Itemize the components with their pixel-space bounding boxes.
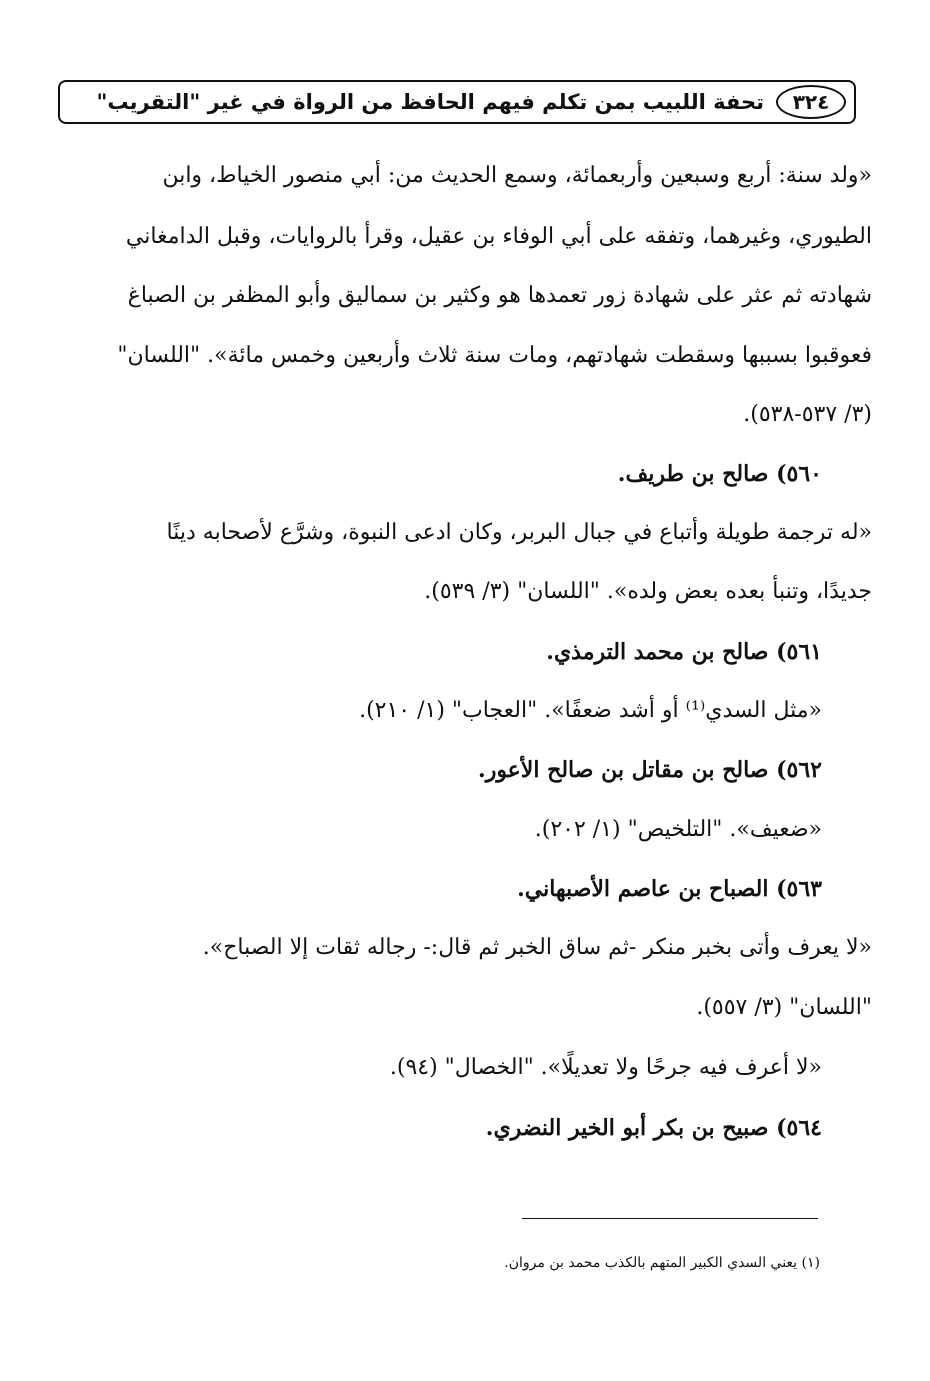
text-line: شهادته ثم عثر على شهادة زور تعمدها هو وكثير بن سماليق وأبو المظفر بن الصباغ	[127, 283, 872, 308]
entry-heading	[60, 1110, 872, 1146]
running-header	[58, 80, 856, 124]
page-number: ٣٢٤	[776, 85, 846, 119]
entry-heading	[60, 634, 872, 670]
entry-heading	[60, 456, 872, 492]
quote-line: «ضعيف». "التلخيص" (١/ ٢٠٢).	[534, 817, 822, 842]
footnote: (١) يعني السدي الكبير المتهم بالكذب محمد بن مروان.	[504, 1255, 820, 1271]
text-line: «لا يعرف وأتى بخبر منكر -ثم ساق الخبر ثم قال:- رجاله ثقات إلا الصباح».	[202, 935, 872, 960]
text-line: جديدًا، وتنبأ بعده بعض ولده». "اللسان" (٣/ ٥٣٩).	[424, 579, 872, 604]
text-line: الطيوري، وغيرهما، وتفقه على أبي الوفاء بن عقيل، وقرأ بالروايات، وقبل الدامغاني	[125, 224, 872, 249]
text-line	[60, 693, 872, 729]
entry-heading-562: ٥٦٢) صالح بن مقاتل بن صالح الأعور.	[478, 757, 822, 783]
entry-heading	[60, 871, 872, 907]
text-line: فعوقبوا بسببها وسقطت شهادتهم، ومات سنة ثلاث وأربعين وخمس مائة». "اللسان"	[117, 343, 872, 368]
entry-heading-563: ٥٦٣) الصباح بن عاصم الأصبهاني.	[517, 876, 822, 902]
text-line: "اللسان" (٣/ ٥٥٧).	[696, 995, 872, 1020]
text-line: «ولد سنة: أربع وسبعين وأربعمائة، وسمع الحديث من: أبي منصور الخياط، وابن	[162, 163, 872, 188]
quote-line: «مثل السدي⁽¹⁾ أو أشد ضعفًا». "العجاب" (١/ ٢١٠).	[359, 698, 822, 723]
footnote-divider	[522, 1218, 818, 1219]
header-title: تحفة اللبيب بمن تكلم فيهم الحافظ من الرواة في غير "التقريب"	[96, 90, 764, 114]
entry-heading	[60, 752, 872, 788]
entry-heading-564: ٥٦٤) صبيح بن بكر أبو الخير النضري.	[485, 1115, 822, 1141]
entry-heading-561: ٥٦١) صالح بن محمد الترمذي.	[546, 639, 822, 665]
text-line: (٣/ ٥٣٧-٥٣٨).	[743, 402, 872, 427]
quote-line: «لا أعرف فيه جرحًا ولا تعديلًا». "الخصال" (٩٤).	[389, 1055, 822, 1080]
entry-heading-560: ٥٦٠) صالح بن طريف.	[617, 461, 822, 487]
text-line	[60, 1050, 872, 1086]
text-line: «له ترجمة طويلة وأتباع في جبال البربر، وكان ادعى النبوة، وشرَّع لأصحابه دينًا	[166, 520, 872, 545]
text-line	[60, 812, 872, 848]
